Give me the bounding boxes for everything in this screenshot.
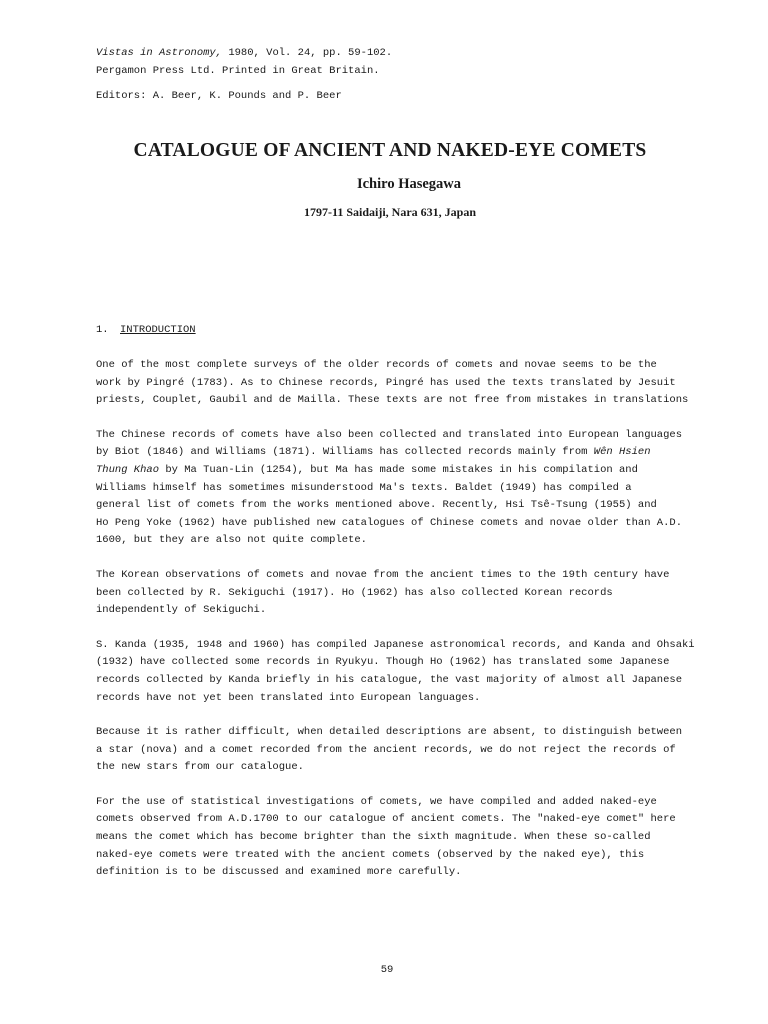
journal-name: Vistas in Astronomy, [96, 47, 223, 59]
text-line: The Chinese records of comets have also been collected and translated into European languages [96, 428, 682, 441]
paragraph [96, 724, 682, 777]
section-heading [96, 322, 196, 340]
text-line: records have not yet been translated into European languages. [96, 691, 481, 704]
text-line: For the use of statistical investigations of comets, we have compiled and added naked-eye [96, 795, 657, 808]
text-line: 1600, but they are also not quite complete. [96, 534, 367, 547]
text-line: work by Pingré (1783). As to Chinese records, Pingré has used the texts translated by Jesuit [96, 376, 676, 389]
text-line: the new stars from our catalogue. [96, 761, 304, 774]
text-line: naked-eye comets were treated with the ancient comets (observed by the naked eye), this [96, 848, 645, 861]
paragraph [96, 427, 682, 550]
italic-title: Wên Hsien [593, 446, 651, 459]
author-address: 1797-11 Saidaiji, Nara 631, Japan [303, 205, 477, 219]
italic-title: Thung Khao [96, 463, 160, 476]
body-text [96, 357, 695, 899]
citation-line [96, 45, 696, 63]
editors-line: Editors: A. Beer, K. Pounds and P. Beer [96, 90, 342, 103]
publisher-line: Pergamon Press Ltd. Printed in Great Britain. [96, 64, 380, 77]
text-line: independently of Sekiguchi. [96, 604, 267, 617]
text-line: records collected by Kanda briefly in his catalogue, the vast majority of almost all Japanese [96, 673, 682, 686]
paragraph [96, 794, 676, 882]
citation-details: 1980, Vol. 24, pp. 59-102. [222, 47, 393, 59]
text-line [96, 444, 676, 462]
text-line: definition is to be discussed and examined more carefully. [96, 866, 462, 879]
text-line: S. Kanda (1935, 1948 and 1960) has compiled Japanese astronomical records, and Kanda and Ohsaki [96, 638, 695, 651]
text-line [96, 462, 676, 480]
text-line: The Korean observations of comets and novae from the ancient times to the 19th century have [96, 568, 670, 581]
text-line: been collected by R. Sekiguchi (1917). Ho (1962) has also collected Korean records [96, 586, 613, 599]
paragraph [96, 637, 695, 707]
section-title: INTRODUCTION [120, 324, 196, 336]
text-line: Because it is rather difficult, when detailed descriptions are absent, to distinguish between [96, 726, 682, 739]
author-name: Ichiro Hasegawa [356, 176, 462, 192]
paragraph [96, 567, 676, 620]
paragraph [96, 357, 689, 410]
text-line: a star (nova) and a comet recorded from the ancient records, we do not reject the records of [96, 743, 676, 756]
text-fragment: by Biot (1846) and Williams (1871). Williams has collected records mainly from [96, 446, 594, 459]
text-line: (1932) have collected some records in Ryukyu. Though Ho (1962) has translated some Japanese [96, 656, 670, 669]
text-line: general list of comets from the works mentioned above. Recently, Hsi Tsê-Tsung (1955) and [96, 499, 657, 512]
journal-header [96, 45, 696, 106]
text-line: One of the most complete surveys of the older records of comets and novae seems to be the [96, 359, 657, 371]
text-line: comets observed from A.D.1700 to our catalogue of ancient comets. The "naked-eye comet" here [96, 813, 676, 826]
text-fragment: by Ma Tuan-Lin (1254), but Ma has made some mistakes in his compilation and [159, 463, 638, 476]
paper-title: CATALOGUE OF ANCIENT AND NAKED-EYE COMETS [133, 140, 647, 161]
text-line: priests, Couplet, Gaubil and de Mailla. These texts are not free from mistakes in translations [96, 394, 689, 407]
text-line: Williams himself has sometimes misunderstood Ma's texts. Baldet (1949) has compiled a [96, 481, 632, 494]
text-line: Ho Peng Yoke (1962) have published new catalogues of Chinese comets and novae older than A.D. [96, 516, 682, 529]
section-number: 1. [96, 324, 109, 336]
text-line: means the comet which has become brighter than the sixth magnitude. When these so-called [96, 831, 651, 844]
page-number: 59 [380, 964, 394, 976]
